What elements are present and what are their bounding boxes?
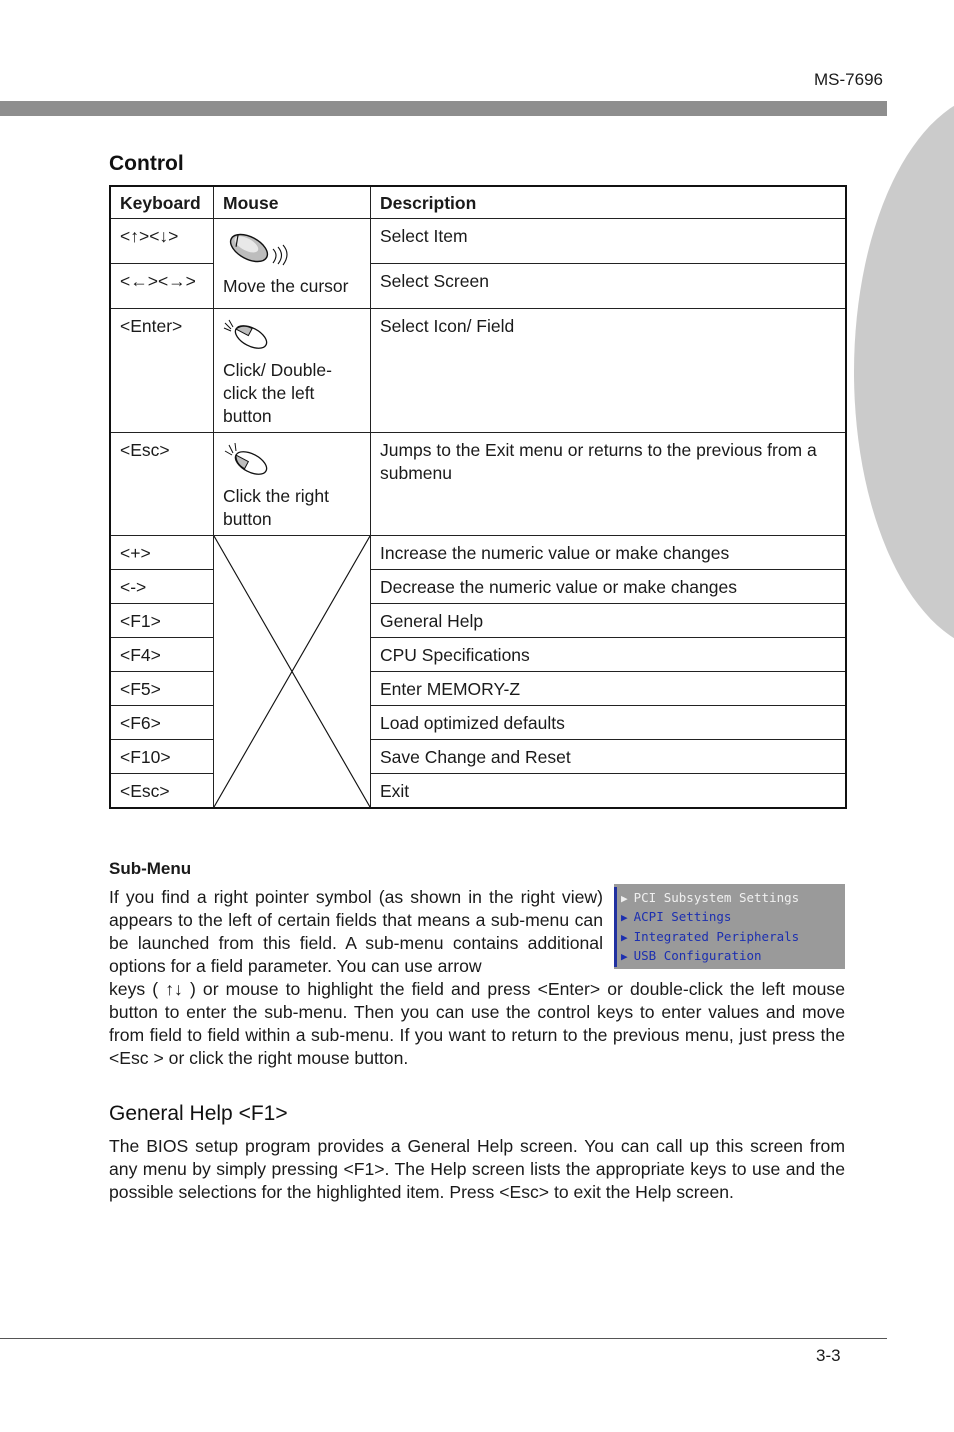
footer-rule (0, 1338, 887, 1339)
table-row (110, 536, 846, 570)
desc-cell: Select Screen (371, 264, 847, 309)
key-cell: <F5> (110, 672, 214, 706)
header-bar (0, 101, 887, 116)
bios-menu-item (621, 890, 799, 905)
bios-menu-item (621, 929, 799, 944)
chapter-label: Chapter 3 (805, 318, 838, 459)
submenu-heading: Sub-Menu (109, 859, 192, 878)
model-number: MS-7696 (814, 70, 883, 89)
key-cell: <Enter> (110, 309, 214, 433)
mouse-left-click-label: Click/ Double-click the left button (223, 360, 332, 426)
desc-cell: Save Change and Reset (371, 740, 847, 774)
bios-menu-item (621, 948, 762, 963)
key-cell: <↑><↓> (110, 219, 214, 264)
desc-cell: Exit (371, 774, 847, 809)
table-row (110, 433, 846, 536)
pointer-icon: ▶ (621, 931, 628, 944)
desc-cell: Select Item (371, 219, 847, 264)
key-cell: <-> (110, 570, 214, 604)
mouse-move-label: Move the cursor (223, 276, 349, 296)
col-description: Description (371, 186, 847, 219)
mouse-cell (214, 309, 371, 433)
pointer-icon: ▶ (621, 911, 628, 924)
submenu-paragraph-1: If you find a right pointer symbol (as shown in the right view) appears to the left of certain fields that means a sub-menu can be launched from this field. A sub-menu contains additional options for a field parameter. You can use arrow (109, 887, 603, 976)
mouse-cell (214, 433, 371, 536)
bios-menu-item-label: Integrated Peripherals (633, 929, 800, 944)
desc-cell: Decrease the numeric value or make changes (371, 570, 847, 604)
key-cell: <F6> (110, 706, 214, 740)
desc-cell: General Help (371, 604, 847, 638)
mouse-right-click-label: Click the right button (223, 486, 330, 529)
general-help-heading: General Help <F1> (109, 1102, 288, 1125)
pointer-icon: ▶ (621, 892, 628, 905)
general-help-paragraph: The BIOS setup program provides a General Help screen. You can call up this screen from any menu by simply pressing <F1>. The Help screen lists the appropriate keys to use and the possible selections for the highlighted item. Press <Esc> to exit the Help screen. (109, 1136, 845, 1202)
selection-bar (614, 887, 617, 967)
col-keyboard: Keyboard (110, 186, 214, 219)
key-cell: <Esc> (110, 774, 214, 809)
control-heading: Control (109, 152, 184, 175)
table-row (110, 309, 846, 433)
table-row (110, 219, 846, 264)
bios-menu-item-label: USB Configuration (633, 948, 762, 963)
control-table (109, 185, 847, 809)
no-mouse-cell (214, 536, 371, 809)
bios-submenu-screenshot (614, 884, 845, 969)
desc-cell: Increase the numeric value or make changes (371, 536, 847, 570)
pointer-icon: ▶ (621, 950, 628, 963)
key-cell: <F10> (110, 740, 214, 774)
key-cell: <Esc> (110, 433, 214, 536)
key-cell: <+> (110, 536, 214, 570)
page-number: 3-3 (816, 1346, 841, 1365)
desc-cell: Load optimized defaults (371, 706, 847, 740)
key-cell: <F4> (110, 638, 214, 672)
mouse-move-icon (223, 229, 289, 267)
mouse-left-click-icon (223, 319, 273, 351)
desc-cell: Enter MEMORY-Z (371, 672, 847, 706)
table-header-row (110, 186, 846, 219)
mouse-right-click-icon (223, 443, 273, 477)
mouse-cell (214, 219, 371, 309)
submenu-paragraph-2: keys ( ↑↓ ) or mouse to highlight the field and press <Enter> or double-click the left mouse button to enter the sub-menu. Then you can use the control keys to enter values and move from field to field within a sub-menu. If you want to return to the previous menu, just press the <Esc > or click the right mouse button. (109, 979, 845, 1068)
col-mouse: Mouse (214, 186, 371, 219)
bios-menu-item (621, 909, 731, 924)
bios-menu-item-label: PCI Subsystem Settings (633, 890, 800, 905)
cross-mark-icon (214, 536, 370, 807)
bios-menu-item-label: ACPI Settings (633, 909, 732, 924)
chapter-tab (854, 92, 954, 652)
desc-cell: Select Icon/ Field (371, 309, 847, 433)
key-cell: <←><→> (110, 264, 214, 309)
desc-cell: CPU Specifications (371, 638, 847, 672)
key-cell: <F1> (110, 604, 214, 638)
desc-cell: Jumps to the Exit menu or returns to the previous from a submenu (371, 433, 847, 536)
